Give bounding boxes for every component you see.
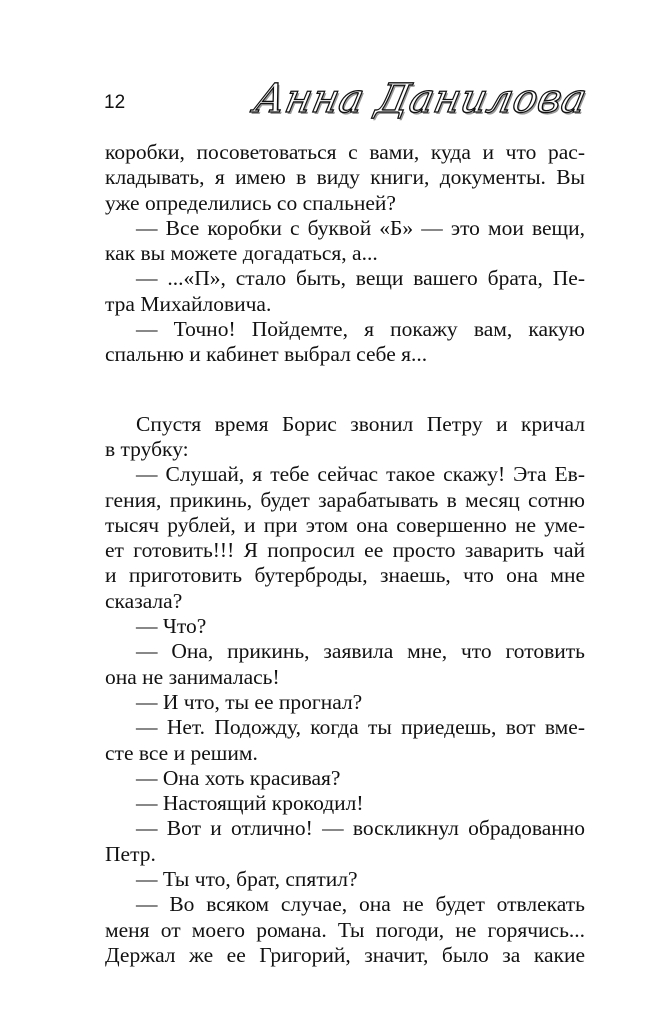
- text-line: Петр.: [105, 841, 156, 866]
- paragraph: [105, 412, 585, 463]
- paragraph: [105, 216, 585, 267]
- text-line: — Все коробки с буквой «Б» — это мои вещи,: [136, 215, 585, 240]
- text-line: — Вот и отлично! — воскликнул обрадованно: [136, 816, 585, 841]
- text-line: коробки, посоветоваться с вами, куда и что рас-: [105, 140, 585, 164]
- paragraph: [105, 317, 585, 368]
- text-line: — Ты что, брат, спятил?: [136, 867, 358, 892]
- paragraph-gap: [105, 368, 585, 412]
- text-line: — ...«П», стало быть, вещи вашего брата, Пе-: [136, 266, 585, 291]
- paragraph: [105, 690, 585, 715]
- text-line: кладывать, я имею в виду книги, документы. Вы: [105, 165, 585, 190]
- paragraph: [105, 892, 585, 968]
- text-line: в трубку:: [105, 436, 189, 461]
- text-line: — Она хоть красивая?: [136, 765, 341, 790]
- text-line: тра Михайловича.: [105, 291, 272, 316]
- text-line: и приготовить бутерброды, знаешь, что она мне: [105, 563, 585, 588]
- text-line: — И что, ты ее прогнал?: [136, 689, 363, 714]
- text-line: сте все и решим.: [105, 740, 258, 765]
- paragraph: [105, 867, 585, 892]
- text-line: — Во всяком случае, она не будет отвлекать: [136, 892, 585, 917]
- text-line: — Точно! Пойдемте, я покажу вам, какую: [136, 317, 585, 342]
- text-line: уже определились со спальней?: [105, 190, 396, 215]
- text-line: гения, прикинь, будет зарабатывать в месяц сотню: [105, 487, 585, 512]
- paragraph: [105, 791, 585, 816]
- page-header: [0, 0, 662, 140]
- text-line: ет готовить!!! Я попросил ее просто заварить чай: [105, 538, 585, 563]
- text-line: она не занималась!: [105, 664, 280, 689]
- text-line: Спустя время Борис звонил Петру и кричал: [136, 411, 585, 436]
- text-line: Держал же ее Григорий, значит, было за какие: [105, 942, 585, 967]
- author-name: Анна Данилова: [249, 76, 591, 122]
- text-line: спальню и кабинет выбрал себе я...: [105, 342, 428, 367]
- body-text: [105, 140, 585, 968]
- page-number: 12: [104, 92, 126, 113]
- paragraph: [105, 614, 585, 639]
- text-line: как вы можете догадаться, а...: [105, 241, 378, 266]
- text-line: — Нет. Подожду, когда ты приедешь, вот вме-: [136, 715, 585, 740]
- paragraph: [105, 816, 585, 867]
- text-line: сказала?: [105, 588, 183, 613]
- text-line: — Настоящий крокодил!: [136, 791, 364, 816]
- text-line: — Слушай, я тебе сейчас такое скажу! Эта Ев-: [136, 462, 585, 487]
- paragraph: [105, 639, 585, 690]
- paragraph: [105, 266, 585, 317]
- text-line: — Она, прикинь, заявила мне, что готовить: [136, 639, 585, 664]
- text-line: — Что?: [136, 614, 207, 639]
- paragraph: [105, 140, 585, 216]
- text-line: меня от моего романа. Ты погоди, не горячись...: [105, 917, 585, 942]
- paragraph: [105, 766, 585, 791]
- text-line: тысяч рублей, и при этом она совершенно не уме-: [105, 512, 585, 537]
- paragraph: [105, 462, 585, 614]
- paragraph: [105, 715, 585, 766]
